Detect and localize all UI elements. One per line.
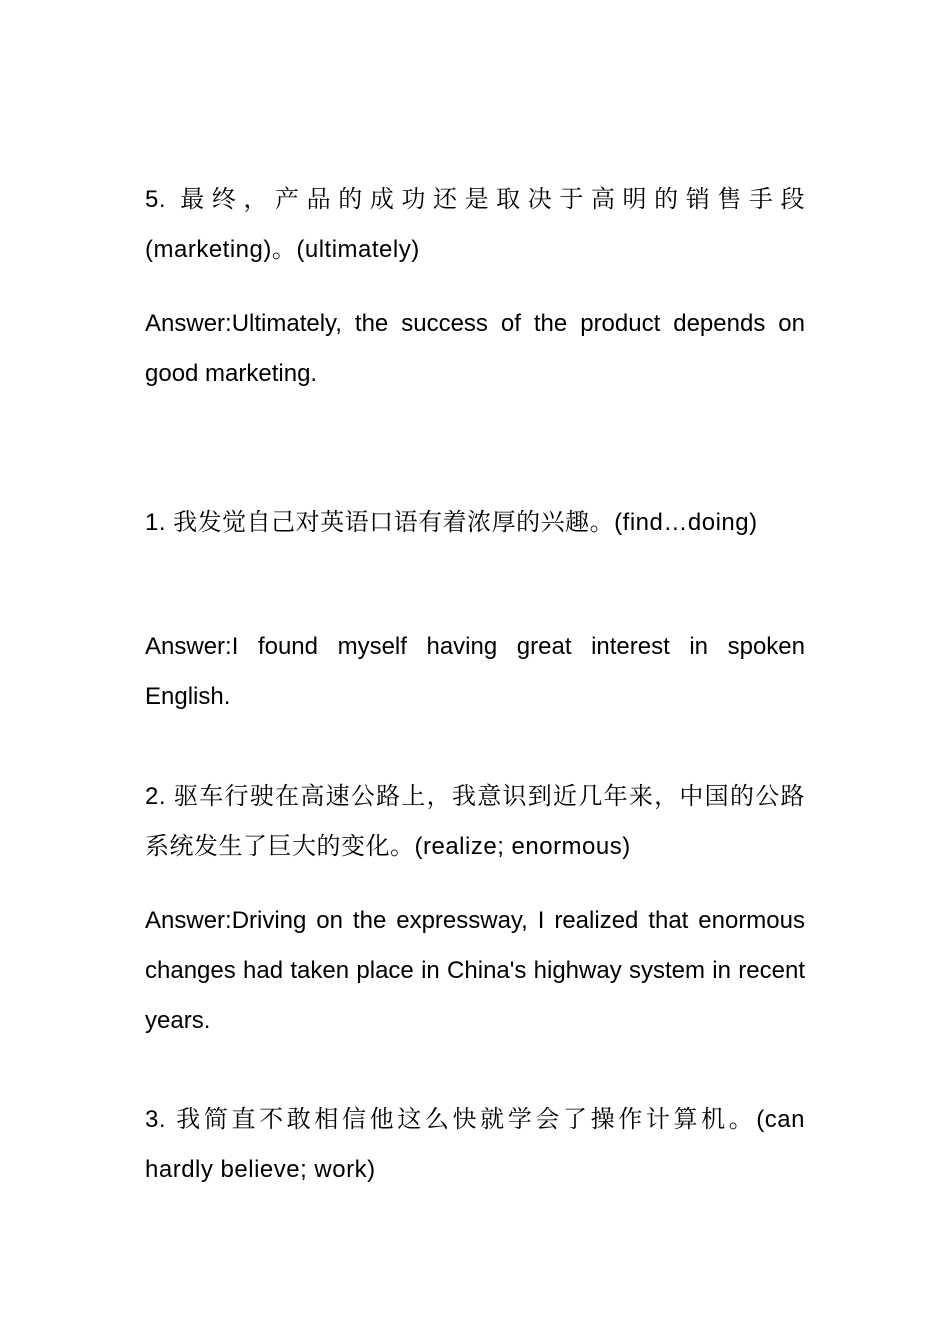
answer-5: Answer:Ultimately, the success of the product depends on good marketing. — [145, 310, 805, 387]
question-5: 5. 最终，产品的成功还是取决于高明的销售手段(marketing)。(ultimately) — [145, 186, 805, 263]
answer-1: Answer:I found myself having great interest in spoken English. — [145, 633, 805, 710]
document-page — [145, 0, 805, 1344]
question-2: 2. 驱车行驶在高速公路上，我意识到近几年来，中国的公路系统发生了巨大的变化。(realize; enormous) — [145, 783, 805, 860]
question-1: 1. 我发觉自己对英语口语有着浓厚的兴趣。(find…doing) — [145, 509, 758, 536]
answer-2: Answer:Driving on the expressway, I realized that enormous changes had taken place in China's highway system in recent years. — [145, 907, 805, 1034]
question-3: 3. 我简直不敢相信他这么快就学会了操作计算机。(can hardly believe; work) — [145, 1106, 805, 1183]
